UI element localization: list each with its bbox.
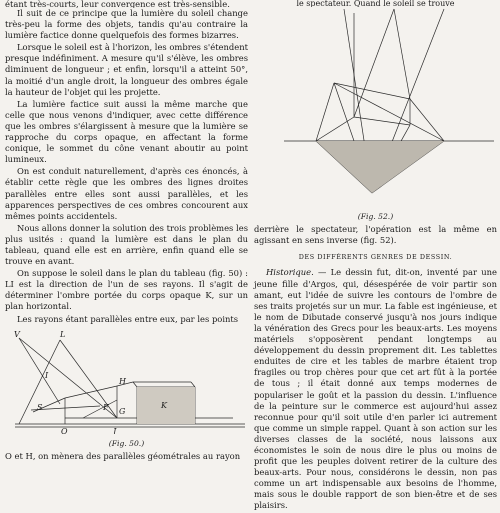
- paragraph: Nous allons donner la solution des trois problèmes les plus usités : quand la lumière est dans le plan du tableau, quand elle est en arrière, enfin quand elle se trouve en avant.: [5, 222, 248, 267]
- top-fragment: le spectateur. Quand le soleil se trouve: [296, 0, 455, 7]
- figure-caption: (Fig. 50.): [108, 438, 145, 448]
- paragraph: Il suit de ce principe que la lumière du soleil change très-peu la forme des objets, tandis qu'au contraire la lumière factice donne quelquefois des formes bizarres.: [5, 8, 248, 41]
- bottom-line: O et H, on mènera des parallèles géométrales au rayon: [5, 450, 241, 461]
- paragraph: On est conduit naturellement, d'après ces énoncés, à établir cette règle que les ombres des lignes droites parallèles entre elles sont aussi parallèles, et les apparences perspectives de ces ombres concourent aux mêmes points accidentels.: [5, 166, 248, 221]
- fig-label: V: [14, 329, 20, 339]
- historique-text: — Le dessin fut, dit-on, inventé par une jeune fille d'Argos, qui, désespérée de voir partir son amant, eut l'idée de suivre les contours de l'ombre de ses traits projetés sur un mur. La fable est ingénieuse, et le nom de Dibutade conservé jusqu'à nos jours indique la vénération des Grecs pour les beaux-arts. Les moyens matériels s'opposèrent pendant longtemps au développement du dessin proprement dit. Les tablettes enduites de cire et les tables de marbre étaient trop fragiles ou trop chères pour que cet art fût à la portée de tous ; il était donné aux temps modernes de populariser le goût et la passion du dessin. L'influence de la peinture sur le commerce est aujourd'hui assez reconnue pour qu'il soit utile d'en parler ici autrement que comme un simple rappel. Quant à son action sur les diverses classes de la société, nous laissons aux économistes le soin de nous dire le plus ou moins de profit que les peuples doivent retirer de la culture des beaux-arts. Pour nous, considérons le dessin, non pas comme un art indispensable aux besoins de l'homme, mais sous le double rapport de son bien-être et de ses plaisirs.: [254, 267, 497, 511]
- paragraph: Lorsque le soleil est à l'horizon, les ombres s'étendent presque indéfiniment. A mesure qu'il s'élève, les ombres diminuent de longueur ; et enfin, lorsqu'il a atteint 50°, la moitié d'un angle droit, la longueur des ombres égale la hauteur de l'objet qui les projette.: [5, 42, 248, 97]
- fig-label: I: [45, 370, 49, 380]
- fig-label: J: [113, 426, 117, 434]
- fig-label: L: [60, 329, 66, 339]
- paragraph: [254, 267, 497, 511]
- fig-label: F: [103, 402, 109, 412]
- paragraph: derrière le spectateur, l'opération est la même en agissant en sens inverse (fig. 52).: [254, 224, 497, 246]
- paragraph: On suppose le soleil dans le plan du tableau (fig. 50) : LI est la direction de l'un de ses rayons. Il s'agit de déterminer l'ombre portée du corps opaque K, sur un plan horizontal.: [5, 268, 248, 312]
- paragraph: Les rayons étant parallèles entre eux, par les points: [17, 313, 239, 324]
- right-column: [254, 0, 497, 513]
- figure-50: [5, 326, 248, 437]
- left-column: [5, 0, 248, 463]
- fig-label: K: [161, 400, 167, 410]
- paragraph: La lumière factice suit aussi la même marche que celle que nous venons d'indiquer, avec cette différence que les ombres s'élargissent à mesure que la lumière se rapproche du corps opaque, en affectant la forme conique, le sommet du cône venant aboutir au point lumineux.: [5, 98, 248, 165]
- figure-52: [254, 7, 497, 210]
- fig-label: S: [37, 402, 43, 412]
- figure-caption: (Fig. 52.): [357, 212, 394, 222]
- figure-52-drawing: [254, 7, 497, 207]
- fig-label: H: [119, 376, 126, 386]
- historique-label: Historique.: [266, 267, 314, 278]
- fig-label: O: [61, 426, 68, 434]
- fig-label: G: [119, 406, 126, 416]
- section-heading: DES DIFFÉRENTS GENRES DE DESSIN.: [298, 253, 453, 262]
- figure-50-drawing: [5, 326, 248, 434]
- top-fragment: étant très-courts, leur convergence est très-sensible.: [5, 0, 230, 8]
